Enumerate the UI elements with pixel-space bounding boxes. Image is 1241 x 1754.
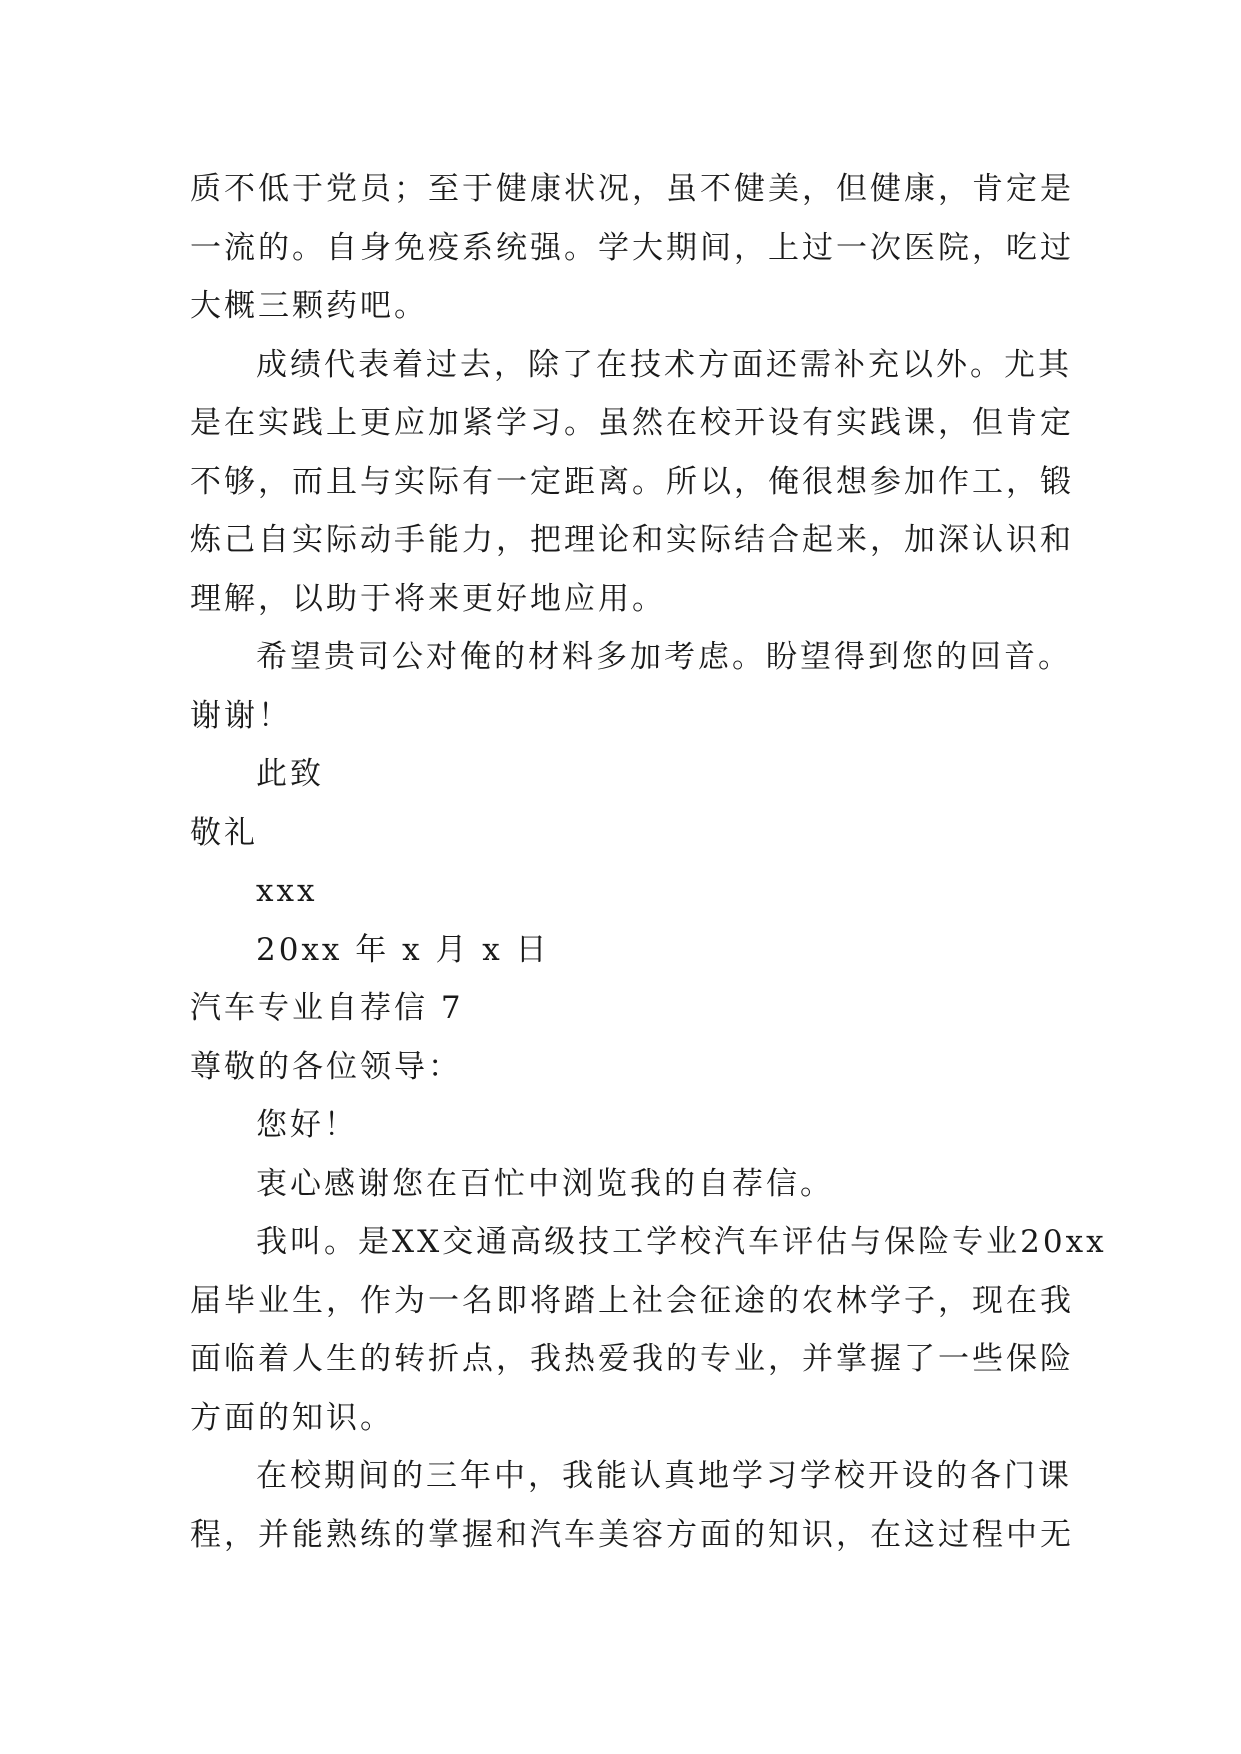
text-line: 成绩代表着过去，除了在技术方面还需补充以外。尤其 <box>256 346 1072 383</box>
text-line: 不够，而且与实际有一定距离。所以，俺很想参加作工，锻 <box>190 463 1074 500</box>
text-line: 届毕业生，作为一名即将踏上社会征途的农林学子，现在我 <box>190 1282 1074 1319</box>
text-line: 衷心感谢您在百忙中浏览我的自荐信。 <box>256 1165 834 1202</box>
text-line: 是在实践上更应加紧学习。虽然在校开设有实践课，但肯定 <box>190 405 1074 441</box>
text-line: 我叫。是XX交通高级技工学校汽车评估与保险专业20xx <box>256 1224 1107 1260</box>
text-line: 谢谢！ <box>190 697 292 734</box>
text-line: 程，并能熟练的掌握和汽车美容方面的知识，在这过程中无 <box>190 1516 1074 1553</box>
closing-salutation: 此致 <box>256 756 324 792</box>
text-line: 一流的。自身免疫系统强。学大期间，上过一次医院，吃过 <box>190 229 1074 266</box>
text-line: 您好！ <box>256 1107 358 1143</box>
text-line: 理解，以助于将来更好地应用。 <box>190 580 666 617</box>
text-line: 大概三颗药吧。 <box>190 288 428 324</box>
text-line: 在校期间的三年中，我能认真地学习学校开设的各门课 <box>256 1458 1072 1494</box>
section-title: 汽车专业自荐信 7 <box>190 990 464 1026</box>
text-line: 希望贵司公对俺的材料多加考虑。盼望得到您的回音。 <box>256 639 1072 675</box>
text-line: 炼己自实际动手能力，把理论和实际结合起来，加深认识和 <box>190 522 1074 558</box>
text-line: 面临着人生的转折点，我热爱我的专业，并掌握了一些保险 <box>190 1341 1074 1377</box>
greeting: 尊敬的各位领导： <box>190 1048 462 1085</box>
text-line: 方面的知识。 <box>190 1399 394 1436</box>
signature-date: 20xx 年 x 月 x 日 <box>256 931 550 968</box>
text-line: 质不低于党员；至于健康状况，虽不健美，但健康，肯定是 <box>190 171 1074 207</box>
closing-regards: 敬礼 <box>190 814 258 851</box>
document-body <box>190 160 1107 1564</box>
signature-name: xxx <box>256 873 318 909</box>
